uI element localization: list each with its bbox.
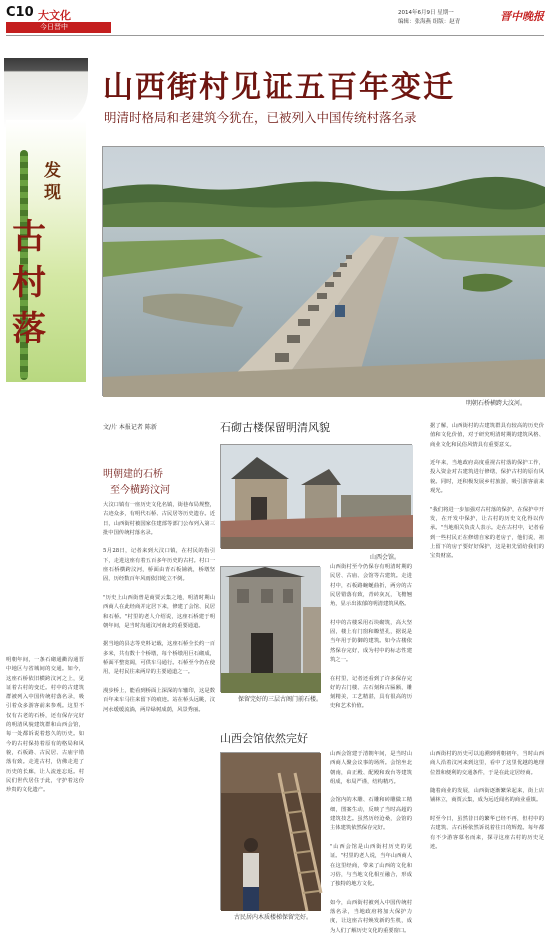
header-rule <box>6 35 544 36</box>
caption-guild-hall: 山西会馆。 <box>370 554 401 561</box>
sidebar-heading-2: 古村落 <box>12 217 46 349</box>
sidebar-eave <box>4 58 88 128</box>
body-column-2: 山西街村至今仍保存有明清时期的民居、古庙、会馆等古建筑。走进村中，石板路蜿蜒曲折，两旁的古民居错落有致，青砖灰瓦，飞檐翘角，显示出浓郁的明清建筑风格。 村中的古楼采用石块砌筑，高大坚固，楼上有门窗和瞭望孔，据说是当年用于防御的建筑。如今古楼依然保存完好，成为村中的标志性建筑之一。 在村里，记者还看到了许多保存完好的古门楼、古石刻和古匾额，雕刻精美，工艺精湛，具有很高的历史和艺术价值。 <box>330 564 412 710</box>
article-subtitle: 明清时格局和老建筑今犹在，已被列入中国传统村落名录 <box>104 110 417 125</box>
body-column-5: 山西街村的历史可以追溯到明朝初年，当时山西商人沿着汶河来到这里，看中了这里优越的地理位置和便利的交通条件，于是在此定居经商。 随着商业的发展，山西街逐渐繁荣起来，街上店铺林立，商贾云集，成为远近闻名的商业重镇。 时至今日，虽然昔日的繁华已经不再，但村中的古建筑、古石桥依然诉说着往日的辉煌。每年都有不少游客慕名而来，探寻这座古村的历史足迹。 <box>430 751 544 850</box>
body-column-4: 据了解，山西街村的古建筑群具有较高的历史价值和文化价值，对于研究明清时期的建筑风格、商业文化和民俗风情具有重要意义。 近年来，当地政府高度重视古村落的保护工作，投入资金对古建筑进行修缮，保护古村的原有风貌。同时，还积极发展乡村旅游，吸引游客前来观光。 "我们将进一步加强对古村落的保护，在保护中开发，在开发中保护，让古村的历史文化得以传承。"当地相关负责人表示。走在古村中，记者看到一些村民正在修缮自家的老房子，他们说，祖上留下的房子要好好保护，这是祖先留给我们的宝贵财富。 <box>430 423 544 560</box>
subheading-bridge-2: 至今横跨汶河 <box>110 485 170 496</box>
issue-date: 2014年6月9日 星期一 <box>398 10 454 16</box>
body-column-1: 大汶口镇有一座历史文化名镇，街巷布局规整，古迹众多，有明代石桥、古民居等历史遗存。近日，山西街村被国家住建部等部门公布列入第三批中国传统村落名录。 5月28日，记者来到大汶口镇，在村民的指引下，走进这座有着五百多年历史的古村。村口一座石桥横跨汶河，桥面由青石板铺就，桥墩坚固，历经数百年风雨依旧屹立不倒。 "历史上山西街曾是商贾云集之地，明清时期山西商人在此经商并定居下来，修建了会馆、民居和石桥。"村里的老人介绍说，这座石桥建于明朝年间，是当时沟通汶河南北的重要通道。 据当地的县志等史料记载，这座石桥全长约一百多米，共有数十个桥墩，每个桥墩用巨石砌成，桥面平整宽阔，可供车马通行。石桥至今仍在使用，是村民往来两岸的主要通道之一。 漫步桥上，能看到桥面上深深的车辙印，这是数百年来车马往来留下的痕迹。站在桥头远眺，汶河水缓缓流淌，两岸绿树成荫，风景秀丽。 <box>103 502 215 713</box>
main-photo-caption: 明朝石桥横跨大汶河。 <box>466 400 527 407</box>
section-heading-stone-tower: 石砌古楼保留明清风貌 <box>220 421 330 434</box>
masthead-logo: 晋中晚报 <box>500 10 544 23</box>
page-number: C10 <box>6 5 34 20</box>
article-title: 山西街村见证五百年变迁 <box>103 70 455 105</box>
body-column-3: 山西会馆建于清朝年间，是当时山西商人聚会议事的场所。会馆坐北朝南，由正殿、配殿和戏台等建筑组成，布局严谨，结构精巧。 会馆内的木雕、石雕和砖雕做工精细，图案生动，反映了当时高超的建筑技艺。虽然历经沧桑，会馆的主体建筑依然保存完好。 "山西会馆是山西街村历史的见证。"村里的老人说，当年山西商人在这里经商，带来了山西的文化和习俗，与当地文化相互融合，形成了独特的地方文化。 如今，山西街村被列入中国传统村落名录，当地政府将加大保护力度，让这座古村焕发新的生机，成为人们了解历史文化的重要窗口。 <box>330 751 412 934</box>
photo-guild-hall <box>220 444 412 548</box>
byline: 文/片 本报记者 陈新 <box>103 424 157 431</box>
subheading-bridge-1: 明朝建的石桥 <box>103 469 163 480</box>
sidebar-intro: 明朝年间，一条石砌通衢沟通晋中地区与省城间的交通。如今，这座石桥依旧横跨汶河之上，见证着古村的变迁。村中的古建筑群被列入中国传统村落名录，吸引着众多游客前来参观。这里不仅有古老的石桥，还有保存完好的明清风貌建筑群和山西会馆，每一处都诉说着悠久的历史。如今的古村保持着原有的格局和风貌，石板路、古民居、古庙宇错落有致。走进古村，仿佛走进了历史的长廊，让人流连忘返。村民们世代居住于此，守护着这份珍贵的文化遗产。 <box>6 657 84 794</box>
caption-stone-tower: 保留完好的三层古阁门前石楼。 <box>238 696 323 703</box>
caption-wooden-staircase: 古民居内木质楼梯保留完好。 <box>234 914 313 921</box>
subsection-label: 今日晋中 <box>40 23 68 31</box>
editors: 编辑：张海燕 组版：赵青 <box>398 19 461 25</box>
main-photo-stone-bridge <box>102 146 544 396</box>
section-heading-guild-hall: 山西会馆依然完好 <box>220 732 308 745</box>
sidebar-heading-1: 发现 <box>44 161 61 203</box>
photo-wooden-staircase <box>220 752 320 910</box>
stone-bridge-illustration <box>103 147 545 397</box>
section-label: 大文化 <box>38 9 71 22</box>
photo-stone-tower <box>220 566 320 692</box>
